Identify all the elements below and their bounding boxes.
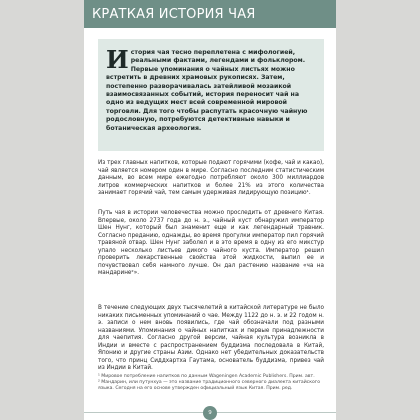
intro-text: стория чая тесно переплетена с мифологией, реальными фактами, легендами и фольклором. Первые упоминания о чайных листьях можно встретить в древних храмовых рукописях. Затем, постепенно разворачивалась затейливой мозаикой взаимосвязанных событий, история переносит чай на одно из ведущих мест всей современной мировой торговли. Для того чтобы распутать красочную чайную родословную, потребуются детективные навыки и ботаническая археология. [106,49,308,132]
chapter-header [84,0,336,28]
intro-highlight-block [98,39,324,151]
footnote-2: ² Мандарин, или путунхуа — это название традиционного северного диалекта китайского языка. Сегодня на его основе утвержден официальный язык Китая. Прим. ред. [98,380,321,392]
intro-paragraph [106,45,318,133]
body-paragraph-2: Путь чая в истории человечества можно проследить от древнего Китая. Впервые, около 2737 года до н. э., чайный куст обнаружил император Шен Нунг, который был знаменит еще и как легендарный травник. Согласно преданию, однажды, во время прогулки император пил горячий травяной отвар. Шен Нунг заболел и в это время в одну из его микстур упало несколько листьев дикого чайного куста. Император решил проверить лекарственные свойства этой жидкости, выпил ее и почувствовал себя намного лучше. Он дал растению название «ча на мандарине²». [98,210,324,276]
chapter-title: КРАТКАЯ ИСТОРИЯ ЧАЯ [92,7,256,22]
footnote-1: ¹ Мировое потребление напитков по данным Wageningen Academic Publishers. Прим. авт. [98,374,315,379]
footnotes [98,374,324,393]
page-number: 9 [203,406,217,420]
body-paragraph-1: Из трех главных напитков, которые подают горячими (кофе, чай и какао), чай является номером один в мире. Согласно последним статистическим данным, во всем мире ежегодно потребляют около 300 миллиардов литров коммерческих напитков и более 21% из этого количества занимает горячий чай, тем самым удерживая лидирующую позицию¹. [98,160,324,196]
body-paragraph-3: В течение следующих двух тысячелетий в китайской литературе не было никаких письменных упоминаний о чае. Между 1122 до н. э. и 22 годом н. э. записи о нем вновь появились, где чай обозначали под разными названиями. Упоминания о чайных напитках и первые принадлежности для чаепития. Согласно другой версии, чайная культура возникла в Индии и вместе с распространением буддизма последовала в Китай, Японию и другие страны Азии. Однако нет убедительных доказательств того, что принц Сиддхартха Гаутама, основатель буддизма, привез чай из Индии в Китай. [98,305,324,371]
book-page [84,0,336,420]
drop-cap-letter: И [106,45,129,74]
